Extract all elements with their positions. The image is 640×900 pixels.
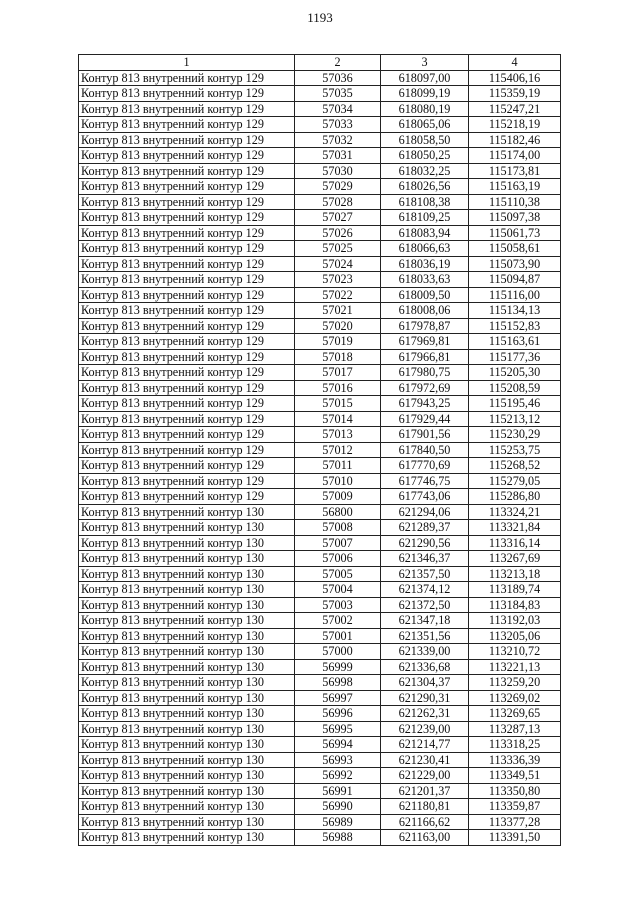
y-coordinate-cell: 115253,75 (469, 442, 561, 458)
x-coordinate-cell: 617743,06 (381, 489, 469, 505)
point-number-cell: 56992 (295, 768, 381, 784)
y-coordinate-cell: 115279,05 (469, 473, 561, 489)
table-row (79, 597, 561, 613)
y-coordinate-cell: 113205,06 (469, 628, 561, 644)
contour-name-cell: Контур 813 внутренний контур 130 (79, 628, 295, 644)
y-coordinate-cell: 113316,14 (469, 535, 561, 551)
point-number-cell: 57033 (295, 117, 381, 133)
x-coordinate-cell: 618080,19 (381, 101, 469, 117)
contour-name-cell: Контур 813 внутренний контур 130 (79, 644, 295, 660)
point-number-cell: 57003 (295, 597, 381, 613)
x-coordinate-cell: 621214,77 (381, 737, 469, 753)
y-coordinate-cell: 113318,25 (469, 737, 561, 753)
y-coordinate-cell: 115116,00 (469, 287, 561, 303)
y-coordinate-cell: 115152,83 (469, 318, 561, 334)
table-row (79, 334, 561, 350)
x-coordinate-cell: 618026,56 (381, 179, 469, 195)
contour-name-cell: Контур 813 внутренний контур 129 (79, 458, 295, 474)
point-number-cell: 56998 (295, 675, 381, 691)
y-coordinate-cell: 113184,83 (469, 597, 561, 613)
x-coordinate-cell: 621201,37 (381, 783, 469, 799)
contour-name-cell: Контур 813 внутренний контур 130 (79, 613, 295, 629)
contour-name-cell: Контур 813 внутренний контур 130 (79, 520, 295, 536)
y-coordinate-cell: 115163,61 (469, 334, 561, 350)
contour-name-cell: Контур 813 внутренний контур 130 (79, 566, 295, 582)
contour-name-cell: Контур 813 внутренний контур 129 (79, 380, 295, 396)
x-coordinate-cell: 621294,06 (381, 504, 469, 520)
y-coordinate-cell: 115195,46 (469, 396, 561, 412)
point-number-cell: 57022 (295, 287, 381, 303)
contour-name-cell: Контур 813 внутренний контур 129 (79, 349, 295, 365)
contour-name-cell: Контур 813 внутренний контур 130 (79, 768, 295, 784)
contour-name-cell: Контур 813 внутренний контур 130 (79, 675, 295, 691)
x-coordinate-cell: 621304,37 (381, 675, 469, 691)
point-number-cell: 57011 (295, 458, 381, 474)
contour-name-cell: Контур 813 внутренний контур 129 (79, 86, 295, 102)
point-number-cell: 56997 (295, 690, 381, 706)
y-coordinate-cell: 115286,80 (469, 489, 561, 505)
y-coordinate-cell: 113267,69 (469, 551, 561, 567)
contour-name-cell: Контур 813 внутренний контур 129 (79, 179, 295, 195)
table-row (79, 349, 561, 365)
y-coordinate-cell: 113269,65 (469, 706, 561, 722)
y-coordinate-cell: 115268,52 (469, 458, 561, 474)
contour-name-cell: Контур 813 внутренний контур 130 (79, 597, 295, 613)
table-row (79, 520, 561, 536)
point-number-cell: 57024 (295, 256, 381, 272)
contour-name-cell: Контур 813 внутренний контур 129 (79, 101, 295, 117)
x-coordinate-cell: 618065,06 (381, 117, 469, 133)
y-coordinate-cell: 115163,19 (469, 179, 561, 195)
y-coordinate-cell: 113391,50 (469, 830, 561, 846)
y-coordinate-cell: 115213,12 (469, 411, 561, 427)
x-coordinate-cell: 621339,00 (381, 644, 469, 660)
contour-name-cell: Контур 813 внутренний контур 129 (79, 427, 295, 443)
point-number-cell: 56993 (295, 752, 381, 768)
table-row (79, 101, 561, 117)
x-coordinate-cell: 621230,41 (381, 752, 469, 768)
x-coordinate-cell: 618109,25 (381, 210, 469, 226)
table-body (79, 70, 561, 845)
table-row (79, 287, 561, 303)
table-row (79, 752, 561, 768)
x-coordinate-cell: 621262,31 (381, 706, 469, 722)
x-coordinate-cell: 617840,50 (381, 442, 469, 458)
y-coordinate-cell: 115177,36 (469, 349, 561, 365)
contour-name-cell: Контур 813 внутренний контур 129 (79, 411, 295, 427)
table-row (79, 365, 561, 381)
y-coordinate-cell: 115208,59 (469, 380, 561, 396)
point-number-cell: 57005 (295, 566, 381, 582)
point-number-cell: 57019 (295, 334, 381, 350)
table-row (79, 566, 561, 582)
table-row (79, 148, 561, 164)
point-number-cell: 57015 (295, 396, 381, 412)
contour-name-cell: Контур 813 внутренний контур 129 (79, 365, 295, 381)
table-header (79, 55, 561, 71)
table-row (79, 70, 561, 86)
table-row (79, 225, 561, 241)
x-coordinate-cell: 617901,56 (381, 427, 469, 443)
x-coordinate-cell: 621357,50 (381, 566, 469, 582)
table-row (79, 442, 561, 458)
y-coordinate-cell: 115173,81 (469, 163, 561, 179)
column-header-4: 4 (469, 55, 561, 71)
table-row (79, 737, 561, 753)
y-coordinate-cell: 113321,84 (469, 520, 561, 536)
table-row (79, 783, 561, 799)
table-row (79, 768, 561, 784)
point-number-cell: 57020 (295, 318, 381, 334)
y-coordinate-cell: 115218,19 (469, 117, 561, 133)
y-coordinate-cell: 113213,18 (469, 566, 561, 582)
point-number-cell: 57016 (295, 380, 381, 396)
y-coordinate-cell: 113192,03 (469, 613, 561, 629)
contour-name-cell: Контур 813 внутренний контур 130 (79, 737, 295, 753)
contour-name-cell: Контур 813 внутренний контур 129 (79, 241, 295, 257)
table-row (79, 241, 561, 257)
x-coordinate-cell: 621290,56 (381, 535, 469, 551)
x-coordinate-cell: 621289,37 (381, 520, 469, 536)
table-row (79, 535, 561, 551)
point-number-cell: 57002 (295, 613, 381, 629)
point-number-cell: 57008 (295, 520, 381, 536)
table-row (79, 318, 561, 334)
x-coordinate-cell: 621180,81 (381, 799, 469, 815)
point-number-cell: 57010 (295, 473, 381, 489)
point-number-cell: 57023 (295, 272, 381, 288)
coordinates-table (78, 54, 561, 846)
table-row (79, 690, 561, 706)
point-number-cell: 57007 (295, 535, 381, 551)
contour-name-cell: Контур 813 внутренний контур 130 (79, 830, 295, 846)
contour-name-cell: Контур 813 внутренний контур 129 (79, 117, 295, 133)
point-number-cell: 56995 (295, 721, 381, 737)
x-coordinate-cell: 621374,12 (381, 582, 469, 598)
point-number-cell: 57017 (295, 365, 381, 381)
y-coordinate-cell: 115058,61 (469, 241, 561, 257)
y-coordinate-cell: 115094,87 (469, 272, 561, 288)
column-header-3: 3 (381, 55, 469, 71)
point-number-cell: 57031 (295, 148, 381, 164)
point-number-cell: 56991 (295, 783, 381, 799)
contour-name-cell: Контур 813 внутренний контур 129 (79, 489, 295, 505)
x-coordinate-cell: 621229,00 (381, 768, 469, 784)
y-coordinate-cell: 115406,16 (469, 70, 561, 86)
point-number-cell: 57018 (295, 349, 381, 365)
table-row (79, 799, 561, 815)
contour-name-cell: Контур 813 внутренний контур 129 (79, 194, 295, 210)
table-row (79, 551, 561, 567)
contour-name-cell: Контур 813 внутренний контур 129 (79, 225, 295, 241)
contour-name-cell: Контур 813 внутренний контур 130 (79, 504, 295, 520)
x-coordinate-cell: 618108,38 (381, 194, 469, 210)
table-row (79, 411, 561, 427)
point-number-cell: 57012 (295, 442, 381, 458)
table-row (79, 659, 561, 675)
x-coordinate-cell: 618036,19 (381, 256, 469, 272)
point-number-cell: 56989 (295, 814, 381, 830)
point-number-cell: 57032 (295, 132, 381, 148)
contour-name-cell: Контур 813 внутренний контур 130 (79, 659, 295, 675)
point-number-cell: 56990 (295, 799, 381, 815)
x-coordinate-cell: 618058,50 (381, 132, 469, 148)
x-coordinate-cell: 617746,75 (381, 473, 469, 489)
point-number-cell: 57000 (295, 644, 381, 660)
point-number-cell: 57021 (295, 303, 381, 319)
x-coordinate-cell: 617770,69 (381, 458, 469, 474)
y-coordinate-cell: 115359,19 (469, 86, 561, 102)
y-coordinate-cell: 113287,13 (469, 721, 561, 737)
contour-name-cell: Контур 813 внутренний контур 129 (79, 272, 295, 288)
x-coordinate-cell: 621336,68 (381, 659, 469, 675)
table-row (79, 613, 561, 629)
header-row (79, 55, 561, 71)
y-coordinate-cell: 115134,13 (469, 303, 561, 319)
contour-name-cell: Контур 813 внутренний контур 130 (79, 799, 295, 815)
x-coordinate-cell: 621163,00 (381, 830, 469, 846)
point-number-cell: 57014 (295, 411, 381, 427)
table-row (79, 396, 561, 412)
x-coordinate-cell: 618097,00 (381, 70, 469, 86)
contour-name-cell: Контур 813 внутренний контур 130 (79, 721, 295, 737)
y-coordinate-cell: 113359,87 (469, 799, 561, 815)
point-number-cell: 57029 (295, 179, 381, 195)
y-coordinate-cell: 115205,30 (469, 365, 561, 381)
x-coordinate-cell: 617972,69 (381, 380, 469, 396)
point-number-cell: 57036 (295, 70, 381, 86)
y-coordinate-cell: 115110,38 (469, 194, 561, 210)
y-coordinate-cell: 113259,20 (469, 675, 561, 691)
x-coordinate-cell: 618066,63 (381, 241, 469, 257)
x-coordinate-cell: 621290,31 (381, 690, 469, 706)
x-coordinate-cell: 617943,25 (381, 396, 469, 412)
y-coordinate-cell: 113221,13 (469, 659, 561, 675)
y-coordinate-cell: 115247,21 (469, 101, 561, 117)
contour-name-cell: Контур 813 внутренний контур 129 (79, 442, 295, 458)
y-coordinate-cell: 113210,72 (469, 644, 561, 660)
point-number-cell: 56996 (295, 706, 381, 722)
y-coordinate-cell: 115230,29 (469, 427, 561, 443)
point-number-cell: 57028 (295, 194, 381, 210)
y-coordinate-cell: 113336,39 (469, 752, 561, 768)
x-coordinate-cell: 621372,50 (381, 597, 469, 613)
x-coordinate-cell: 617929,44 (381, 411, 469, 427)
point-number-cell: 57001 (295, 628, 381, 644)
contour-name-cell: Контур 813 внутренний контур 129 (79, 303, 295, 319)
point-number-cell: 57009 (295, 489, 381, 505)
y-coordinate-cell: 115073,90 (469, 256, 561, 272)
point-number-cell: 56800 (295, 504, 381, 520)
contour-name-cell: Контур 813 внутренний контур 130 (79, 783, 295, 799)
table-row (79, 644, 561, 660)
table-row (79, 814, 561, 830)
contour-name-cell: Контур 813 внутренний контур 129 (79, 148, 295, 164)
table-row (79, 721, 561, 737)
y-coordinate-cell: 113377,28 (469, 814, 561, 830)
table-row (79, 256, 561, 272)
contour-name-cell: Контур 813 внутренний контур 129 (79, 287, 295, 303)
table-row (79, 303, 561, 319)
contour-name-cell: Контур 813 внутренний контур 130 (79, 706, 295, 722)
y-coordinate-cell: 115174,00 (469, 148, 561, 164)
x-coordinate-cell: 621166,62 (381, 814, 469, 830)
table-row (79, 675, 561, 691)
contour-name-cell: Контур 813 внутренний контур 129 (79, 210, 295, 226)
contour-name-cell: Контур 813 внутренний контур 130 (79, 551, 295, 567)
page-number: 1193 (307, 10, 333, 25)
y-coordinate-cell: 113269,02 (469, 690, 561, 706)
column-header-2: 2 (295, 55, 381, 71)
table-row (79, 380, 561, 396)
point-number-cell: 57004 (295, 582, 381, 598)
x-coordinate-cell: 617978,87 (381, 318, 469, 334)
point-number-cell: 57025 (295, 241, 381, 257)
table-row (79, 427, 561, 443)
x-coordinate-cell: 618009,50 (381, 287, 469, 303)
point-number-cell: 57027 (295, 210, 381, 226)
table-row (79, 473, 561, 489)
y-coordinate-cell: 113349,51 (469, 768, 561, 784)
x-coordinate-cell: 618008,06 (381, 303, 469, 319)
point-number-cell: 56994 (295, 737, 381, 753)
x-coordinate-cell: 617969,81 (381, 334, 469, 350)
contour-name-cell: Контур 813 внутренний контур 129 (79, 132, 295, 148)
table-row (79, 830, 561, 846)
x-coordinate-cell: 618032,25 (381, 163, 469, 179)
x-coordinate-cell: 621346,37 (381, 551, 469, 567)
y-coordinate-cell: 115182,46 (469, 132, 561, 148)
point-number-cell: 57026 (295, 225, 381, 241)
contour-name-cell: Контур 813 внутренний контур 130 (79, 582, 295, 598)
x-coordinate-cell: 617966,81 (381, 349, 469, 365)
table-row (79, 504, 561, 520)
y-coordinate-cell: 113350,80 (469, 783, 561, 799)
y-coordinate-cell: 115061,73 (469, 225, 561, 241)
point-number-cell: 56988 (295, 830, 381, 846)
table-row (79, 179, 561, 195)
contour-name-cell: Контур 813 внутренний контур 130 (79, 752, 295, 768)
y-coordinate-cell: 113189,74 (469, 582, 561, 598)
table-row (79, 628, 561, 644)
x-coordinate-cell: 621351,56 (381, 628, 469, 644)
table-row (79, 132, 561, 148)
y-coordinate-cell: 113324,21 (469, 504, 561, 520)
point-number-cell: 57006 (295, 551, 381, 567)
contour-name-cell: Контур 813 внутренний контур 129 (79, 396, 295, 412)
table-row (79, 86, 561, 102)
y-coordinate-cell: 115097,38 (469, 210, 561, 226)
x-coordinate-cell: 621239,00 (381, 721, 469, 737)
contour-name-cell: Контур 813 внутренний контур 130 (79, 814, 295, 830)
table-row (79, 458, 561, 474)
table-row (79, 582, 561, 598)
contour-name-cell: Контур 813 внутренний контур 130 (79, 690, 295, 706)
contour-name-cell: Контур 813 внутренний контур 130 (79, 535, 295, 551)
x-coordinate-cell: 618050,25 (381, 148, 469, 164)
contour-name-cell: Контур 813 внутренний контур 129 (79, 70, 295, 86)
point-number-cell: 57030 (295, 163, 381, 179)
x-coordinate-cell: 618083,94 (381, 225, 469, 241)
x-coordinate-cell: 618033,63 (381, 272, 469, 288)
table-row (79, 194, 561, 210)
table-row (79, 489, 561, 505)
point-number-cell: 57034 (295, 101, 381, 117)
x-coordinate-cell: 618099,19 (381, 86, 469, 102)
point-number-cell: 57035 (295, 86, 381, 102)
point-number-cell: 57013 (295, 427, 381, 443)
contour-name-cell: Контур 813 внутренний контур 129 (79, 473, 295, 489)
point-number-cell: 56999 (295, 659, 381, 675)
contour-name-cell: Контур 813 внутренний контур 129 (79, 256, 295, 272)
table-row (79, 706, 561, 722)
contour-name-cell: Контур 813 внутренний контур 129 (79, 334, 295, 350)
table-row (79, 117, 561, 133)
table-row (79, 272, 561, 288)
table-row (79, 163, 561, 179)
contour-name-cell: Контур 813 внутренний контур 129 (79, 318, 295, 334)
column-header-1: 1 (79, 55, 295, 71)
contour-name-cell: Контур 813 внутренний контур 129 (79, 163, 295, 179)
x-coordinate-cell: 617980,75 (381, 365, 469, 381)
table-row (79, 210, 561, 226)
x-coordinate-cell: 621347,18 (381, 613, 469, 629)
